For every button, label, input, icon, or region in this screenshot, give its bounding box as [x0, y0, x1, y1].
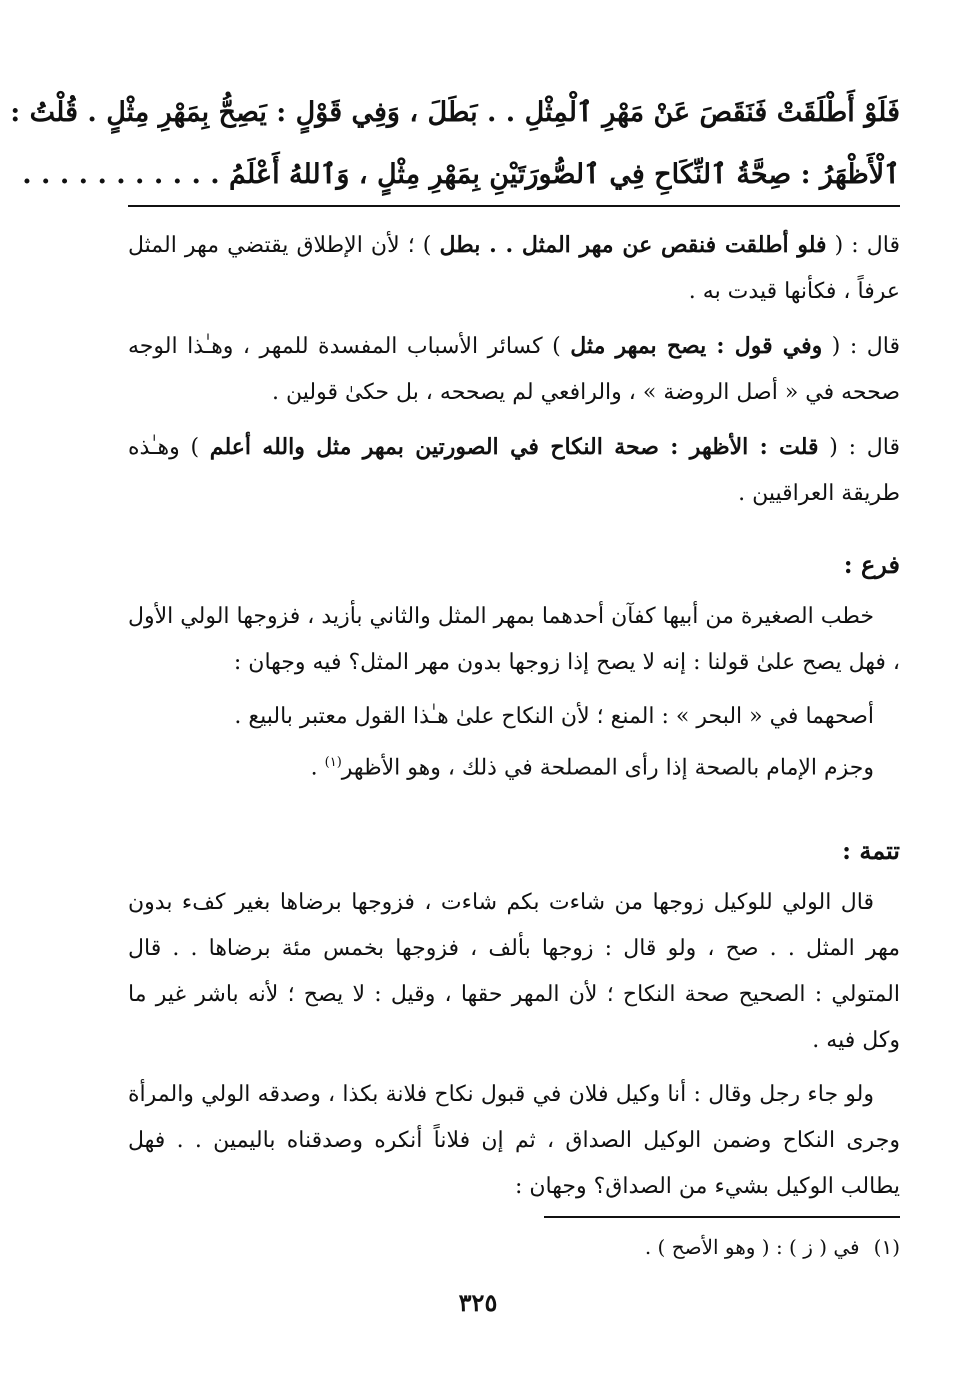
sharh-section	[128, 222, 900, 525]
footnote-text: في ( ز ) : ( وهو الأصح ) .	[644, 1235, 860, 1259]
page-number: ٣٢٥	[458, 1288, 498, 1317]
sharh-paragraph-2	[128, 323, 900, 416]
matn-line-1: فَلَوْ أَطْلَقَتْ فَنَقَصَ عَنْ مَهْرِ ٱلْمِثْلِ . . بَطَلَ ، وَفِي قَوْلٍ : يَصِحُّ بِمَهْرِ مِثْلٍ . قُلْتُ :	[10, 97, 900, 128]
far-paragraph-2: أصحهما في « البحر » : المنع ؛ لأن النكاح علىٰ هـٰذا القول معتبر بالبيع .	[234, 704, 874, 729]
sharh-comment: ) ؛ لأن الإطلاق يقتضي مهر المثل عرفاً ، فكأنها قيدت به .	[128, 233, 900, 304]
sharh-quote: وفي قول : يصح بمهر مثل	[570, 333, 823, 359]
matn-line-2: ٱلْأَظْهَرُ : صِحَّةُ ٱلنِّكَاحِ فِي ٱلصُّورَتَيْنِ بِمَهْرِ مِثْلٍ ، وَٱللهُ أَعْلَمُ . . . . . . . . . . .	[22, 159, 900, 190]
far-paragraph-3	[128, 740, 900, 791]
sharh-quote: قلت : الأظهر : صحة النكاح في الصورتين بمهر مثل والله أعلم	[209, 434, 819, 460]
sharh-prefix: قال : (	[818, 435, 900, 460]
matn-divider	[128, 205, 900, 207]
tatimma-paragraph-1: قال الولي للوكيل زوجها من شاءت بكم شاءت ، فزوجها برضاها بغير كفء بدون مهر المثل . . صح ، ولو قال : زوجها بألف ، فزوجها بخمس مئة برضاها . . قال المتولي : الصحيح صحة النكاح ؛ لأن المهر حقها ، وقيل : لا يصح ؛ لأنه باشر غير ما وكل فيه .	[128, 890, 900, 1053]
far-section	[128, 594, 900, 791]
tatimma-paragraph-2: ولو جاء رجل وقال : أنا وكيل فلان في قبول نكاح فلانة بكذا ، وصدقه الولي والمرأة وجرى النكاح وضمن الوكيل الصداق ، ثم إن فلاناً أنكره وصدقناه باليمين . . فهل يطالب الوكيل بشيء من الصداق؟ وجهان :	[128, 1082, 900, 1199]
footnote-ref[interactable]: (١)	[324, 755, 342, 770]
far-paragraph-1: خطب الصغيرة من أبيها كفآن أحدهما بمهر المثل والثاني بأزيد ، فزوجها الولي الأول ، فهل يصح علىٰ قولنا : إنه لا يصح إذا زوجها بدون مهر المثل؟ فيه وجهان :	[128, 604, 900, 675]
far-heading: فرع :	[843, 550, 900, 579]
footnote-divider	[544, 1216, 900, 1218]
sharh-prefix: قال : (	[822, 334, 900, 359]
sharh-prefix: قال : (	[826, 233, 901, 258]
far-paragraph-3-end: .	[310, 755, 325, 781]
sharh-paragraph-3	[128, 424, 900, 517]
matn-text	[10, 82, 900, 206]
far-paragraph-3-text: وجزم الإمام بالصحة إذا رأى المصلحة في ذلك ، وهو الأظهر	[341, 755, 874, 781]
tatimma-heading: تتمة :	[842, 836, 900, 865]
sharh-comment: ) كسائر الأسباب المفسدة للمهر ، وهـٰذا الوجه صححه في « أصل الروضة » ، والرافعي لم يصححه ، بل حكىٰ قولين .	[128, 334, 900, 405]
sharh-quote: فلو أطلقت فنقص عن مهر المثل . . بطل	[439, 232, 827, 258]
sharh-paragraph-1	[128, 222, 900, 315]
tatimma-section	[128, 880, 900, 1218]
footnote	[645, 1232, 900, 1262]
sharh-comment: ) وهـٰذه طريقة العراقيين .	[128, 435, 900, 506]
footnote-number: (١)	[873, 1235, 900, 1259]
